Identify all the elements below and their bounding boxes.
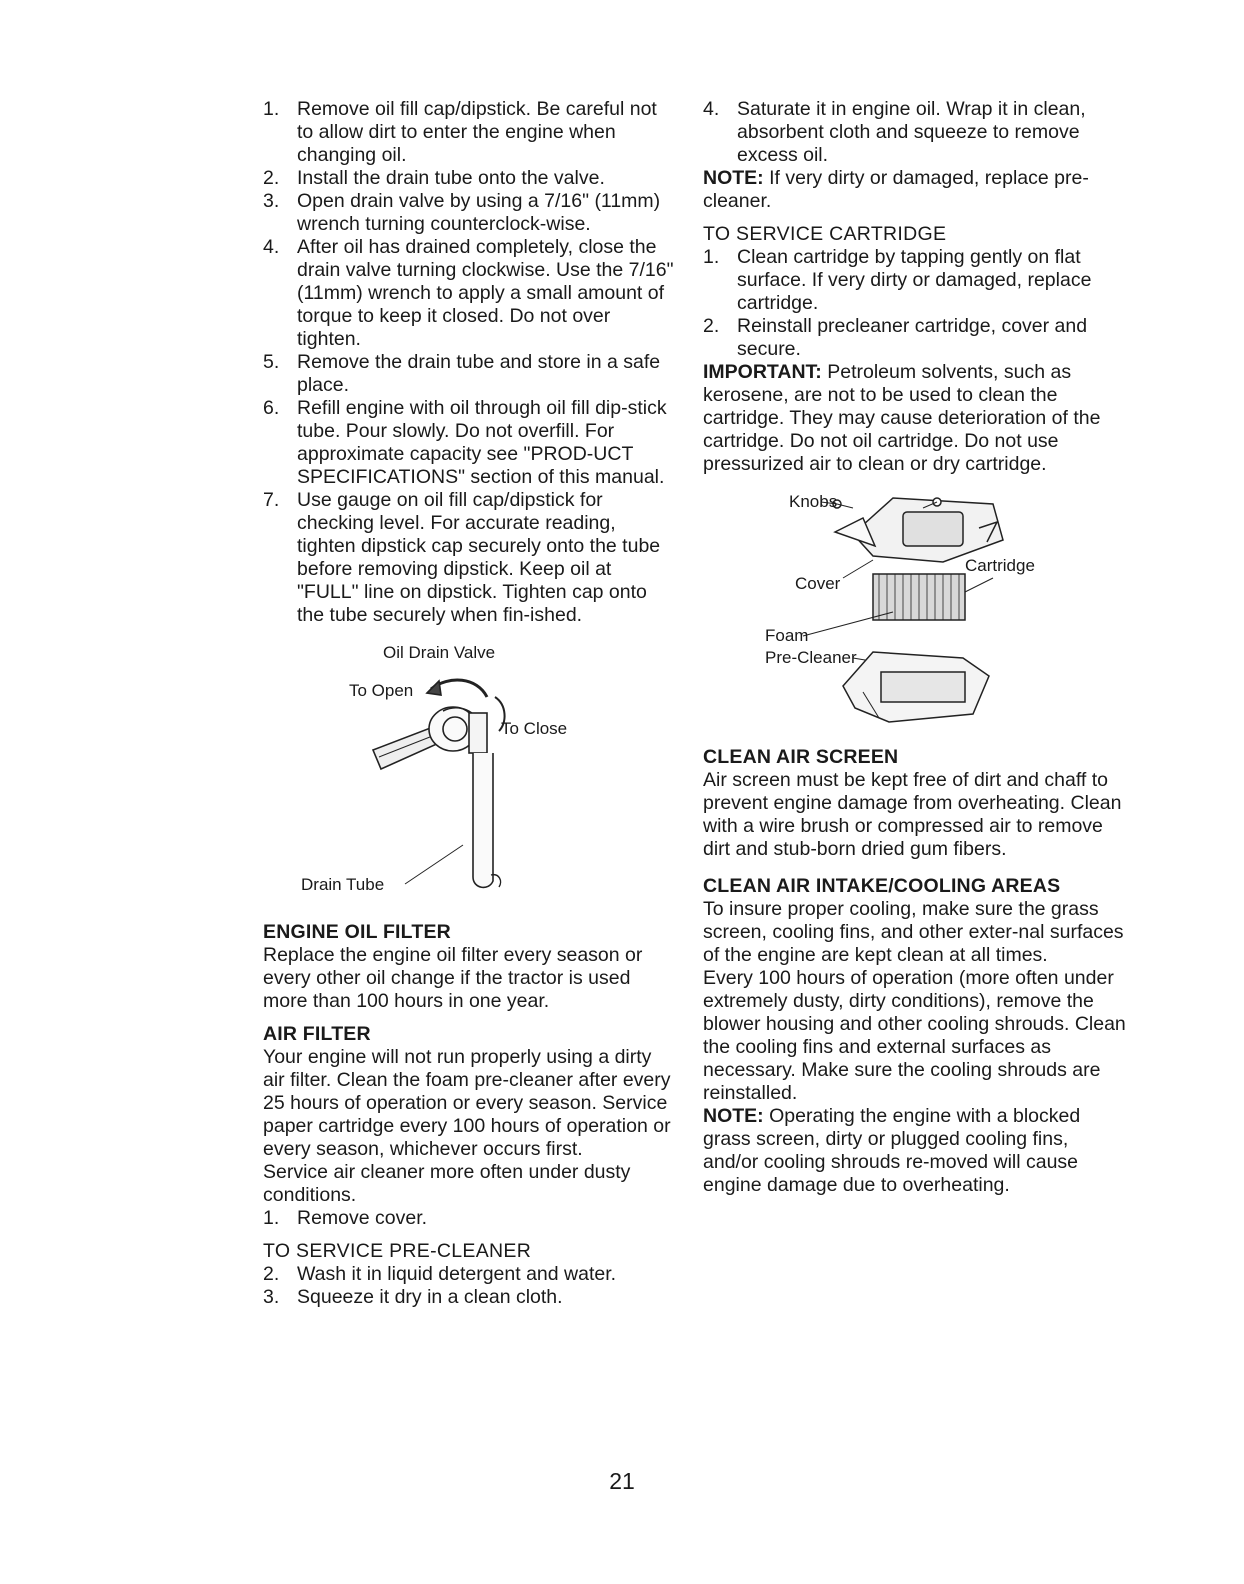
list-item: 4. Saturate it in engine oil. Wrap it in clean, absorbent cloth and squeeze to remove excess oil. xyxy=(703,98,1086,166)
note: NOTE: Operating the engine with a blocked grass screen, dirty or plugged cooling fins, and/or cooling shrouds re-moved will cause engine damage due to overheating. xyxy=(703,1105,1081,1196)
clean-air-screen-section xyxy=(703,746,1128,861)
to-close-label: To Close xyxy=(501,719,568,738)
section-subheading: TO SERVICE CARTRIDGE xyxy=(703,223,947,245)
oil-drain-valve-illustration xyxy=(263,637,675,899)
intake-cooling-section xyxy=(703,875,1128,1197)
section-subheading: TO SERVICE PRE-CLEANER xyxy=(263,1240,532,1262)
section-text: To insure proper cooling, make sure the grass screen, cooling fins, and other exter-nal surfaces of the engine are kept clean at all times. xyxy=(703,898,1124,966)
oil-drain-valve-label: Oil Drain Valve xyxy=(383,643,496,662)
list-item: 1. Clean cartridge by tapping gently on flat surface. If very dirty or damaged, replace cartridge. xyxy=(703,246,1092,314)
engine-oil-filter-section xyxy=(263,921,675,1013)
air-filter-illustration xyxy=(703,486,1128,740)
section-heading: CLEAN AIR SCREEN xyxy=(703,746,899,768)
section-heading: CLEAN AIR INTAKE/COOLING AREAS xyxy=(703,875,1061,897)
section-text: Your engine will not run properly using a dirty air filter. Clean the foam pre-cleaner after every 25 hours of operation or every season. Service paper cartridge every 100 hours of operation or every season, whichever occurs first. xyxy=(263,1046,671,1160)
cover-label: Cover xyxy=(795,574,841,593)
left-column xyxy=(263,98,675,1309)
pre-cleaner-label: Pre-Cleaner xyxy=(765,648,857,667)
list-item: 5. Remove the drain tube and store in a safe place. xyxy=(263,351,661,396)
list-item: 2. Install the drain tube onto the valve. xyxy=(263,167,605,189)
knobs-label: Knobs xyxy=(789,492,838,511)
oil-drain-valve-figure xyxy=(263,637,675,899)
section-text: Every 100 hours of operation (more often under extremely dusty, dirty conditions), remove the blower housing and other cooling shrouds. Clean the cooling fins and external surfaces as necessary. Make sure the cooling shrouds are reinstalled. xyxy=(703,967,1126,1104)
section-text: Service air cleaner more often under dusty conditions. xyxy=(263,1161,631,1206)
foam-label: Foam xyxy=(765,626,809,645)
air-filter-figure xyxy=(703,486,1128,740)
section-heading: AIR FILTER xyxy=(263,1023,371,1045)
list-item: 3. Open drain valve by using a 7/16" (11mm) wrench turning counterclock-wise. xyxy=(263,190,661,235)
to-open-label: To Open xyxy=(349,681,414,700)
pre-cleaner-section xyxy=(263,1240,675,1309)
list-item: 1. Remove cover. xyxy=(263,1207,428,1229)
important-note: IMPORTANT: Petroleum solvents, such as kerosene, are not to be used to clean the cartridge. They may cause deterioration of the cartridge. Do not oil cartridge. Do not use pressurized air to clean or dry cartridge. xyxy=(703,361,1101,475)
list-item: 1. Remove oil fill cap/dipstick. Be careful not to allow dirt to enter the engine when changing oil. xyxy=(263,98,657,166)
air-filter-section xyxy=(263,1023,675,1230)
list-item: 6. Refill engine with oil through oil fill dip-stick tube. Pour slowly. Do not overfill. For approximate capacity see "PROD-UCT SPECIFICATIONS" section of this manual. xyxy=(263,397,667,488)
section-heading: ENGINE OIL FILTER xyxy=(263,921,451,943)
cartridge-section xyxy=(703,223,1128,361)
list-item: 4. After oil has drained completely, close the drain valve turning clockwise. Use the 7/16" (11mm) wrench to apply a small amount of torque to keep it closed. Do not over tighten. xyxy=(263,236,674,350)
section-text: Air screen must be kept free of dirt and chaff to prevent engine damage from overheating. Clean with a wire brush or compressed air to remove dirt and stub-born dried gum fibers. xyxy=(703,769,1122,860)
right-column xyxy=(703,98,1128,1197)
list-item: 7. Use gauge on oil fill cap/dipstick for checking level. For accurate reading, tighten dipstick cap securely onto the tube before removing dipstick. Keep oil at "FULL" line on dipstick. Tighten cap onto the tube securely when fin-ished. xyxy=(263,489,661,626)
oil-change-steps xyxy=(263,98,675,627)
drain-tube-label: Drain Tube xyxy=(301,875,385,894)
page-number: 21 xyxy=(609,1468,635,1494)
section-text: Replace the engine oil filter every season or every other oil change if the tractor is used more than 100 hours in one year. xyxy=(263,944,643,1012)
list-item: 2. Wash it in liquid detergent and water. xyxy=(263,1263,617,1285)
list-item: 3. Squeeze it dry in a clean cloth. xyxy=(263,1286,563,1308)
note: NOTE: If very dirty or damaged, replace pre-cleaner. xyxy=(703,167,1089,212)
cartridge-label: Cartridge xyxy=(965,556,1035,575)
list-item: 2. Reinstall precleaner cartridge, cover and secure. xyxy=(703,315,1088,360)
